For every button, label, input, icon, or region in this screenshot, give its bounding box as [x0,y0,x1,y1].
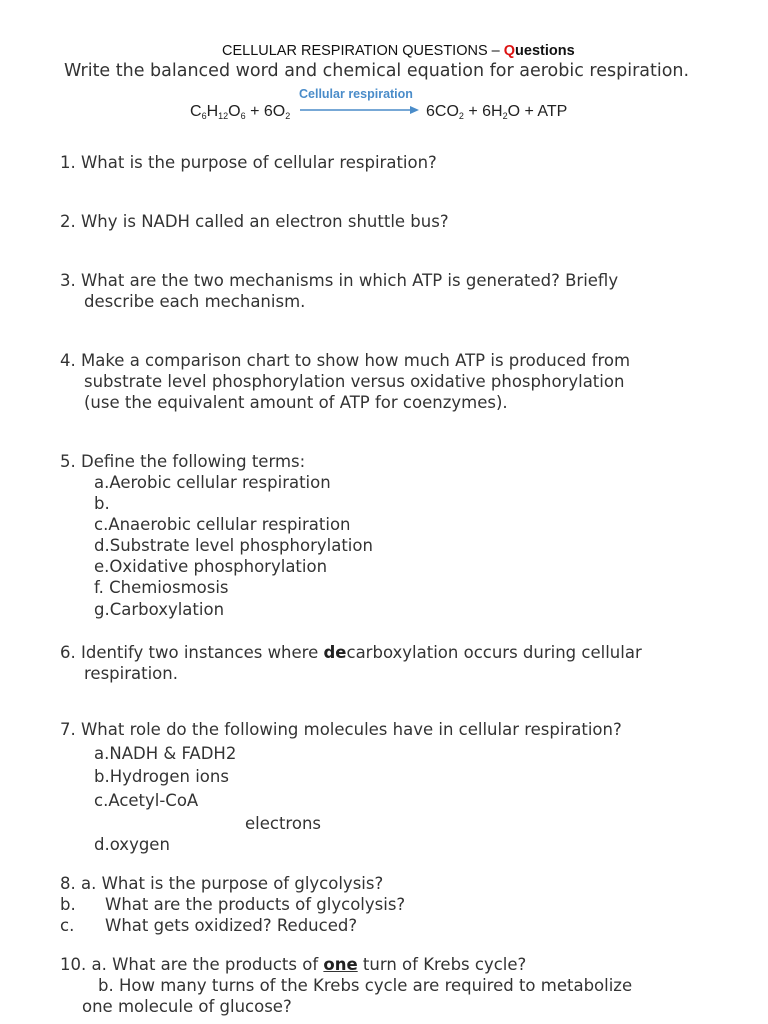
molecule-item: c.Acetyl-CoA [94,791,199,810]
question-4-cont-2: (use the equivalent amount of ATP for coenzymes). [84,393,508,412]
reaction-arrow-icon [300,105,420,115]
title-main: CELLULAR RESPIRATION QUESTIONS – [222,43,504,59]
question-10b-cont: one molecule of glucose? [82,997,292,1016]
term-item: e.Oxidative phosphorylation [94,557,328,576]
term-item: a.Aerobic cellular respiration [94,473,331,492]
floating-word: electrons [245,814,321,833]
equation-arrow-label: Cellular respiration [299,87,413,101]
question-4-cont-1: substrate level phosphorylation versus oxidative phosphorylation [84,372,625,391]
question-8a: 8. a. What is the purpose of glycolysis? [60,874,384,893]
molecule-item: b.Hydrogen ions [94,767,229,786]
question-3: 3. What are the two mechanisms in which ATP is generated? Briefly [60,271,619,290]
question-6: 6. Identify two instances where decarboxylation occurs during cellular [60,643,642,662]
question-1: 1. What is the purpose of cellular respiration? [60,153,437,172]
title-rest: uestions [515,43,575,59]
question-5: 5. Define the following terms: [60,452,306,471]
molecule-item: d.oxygen [94,835,170,854]
question-2: 2. Why is NADH called an electron shuttle bus? [60,212,449,231]
term-item: d.Substrate level phosphorylation [94,536,373,555]
molecule-item: a.NADH & FADH2 [94,744,237,763]
term-item: b. [94,494,110,513]
question-3-cont: describe each mechanism. [84,292,306,311]
question-10b: b. How many turns of the Krebs cycle are required to metabolize [98,976,633,995]
question-8b: What are the products of glycolysis? [105,895,406,914]
equation-reactants: $C_6H_{12}O_6 + 6O_2$ [190,103,291,121]
question-8b-label: b. [60,895,76,914]
question-7: 7. What role do the following molecules have in cellular respiration? [60,720,622,739]
term-item: c.Anaerobic cellular respiration [94,515,351,534]
question-8c-label: c. [60,916,75,935]
question-6-cont: respiration. [84,664,178,683]
question-4: 4. Make a comparison chart to show how much ATP is produced from [60,351,631,370]
question-8c: What gets oxidized? Reduced? [105,916,358,935]
title-q-letter: Q [503,43,516,59]
equation-products: $6CO_2 + 6H_2O$ + ATP [426,103,568,121]
question-10a: 10. a. What are the products of one turn of Krebs cycle? [60,955,527,974]
term-item: f. Chemiosmosis [94,578,229,597]
emphasis-de: de [323,643,347,662]
emphasis-one: one [323,955,358,974]
page-title [222,43,575,59]
subtitle: Write the balanced word and chemical equation for aerobic respiration. [64,61,690,81]
term-item: g.Carboxylation [94,600,225,619]
